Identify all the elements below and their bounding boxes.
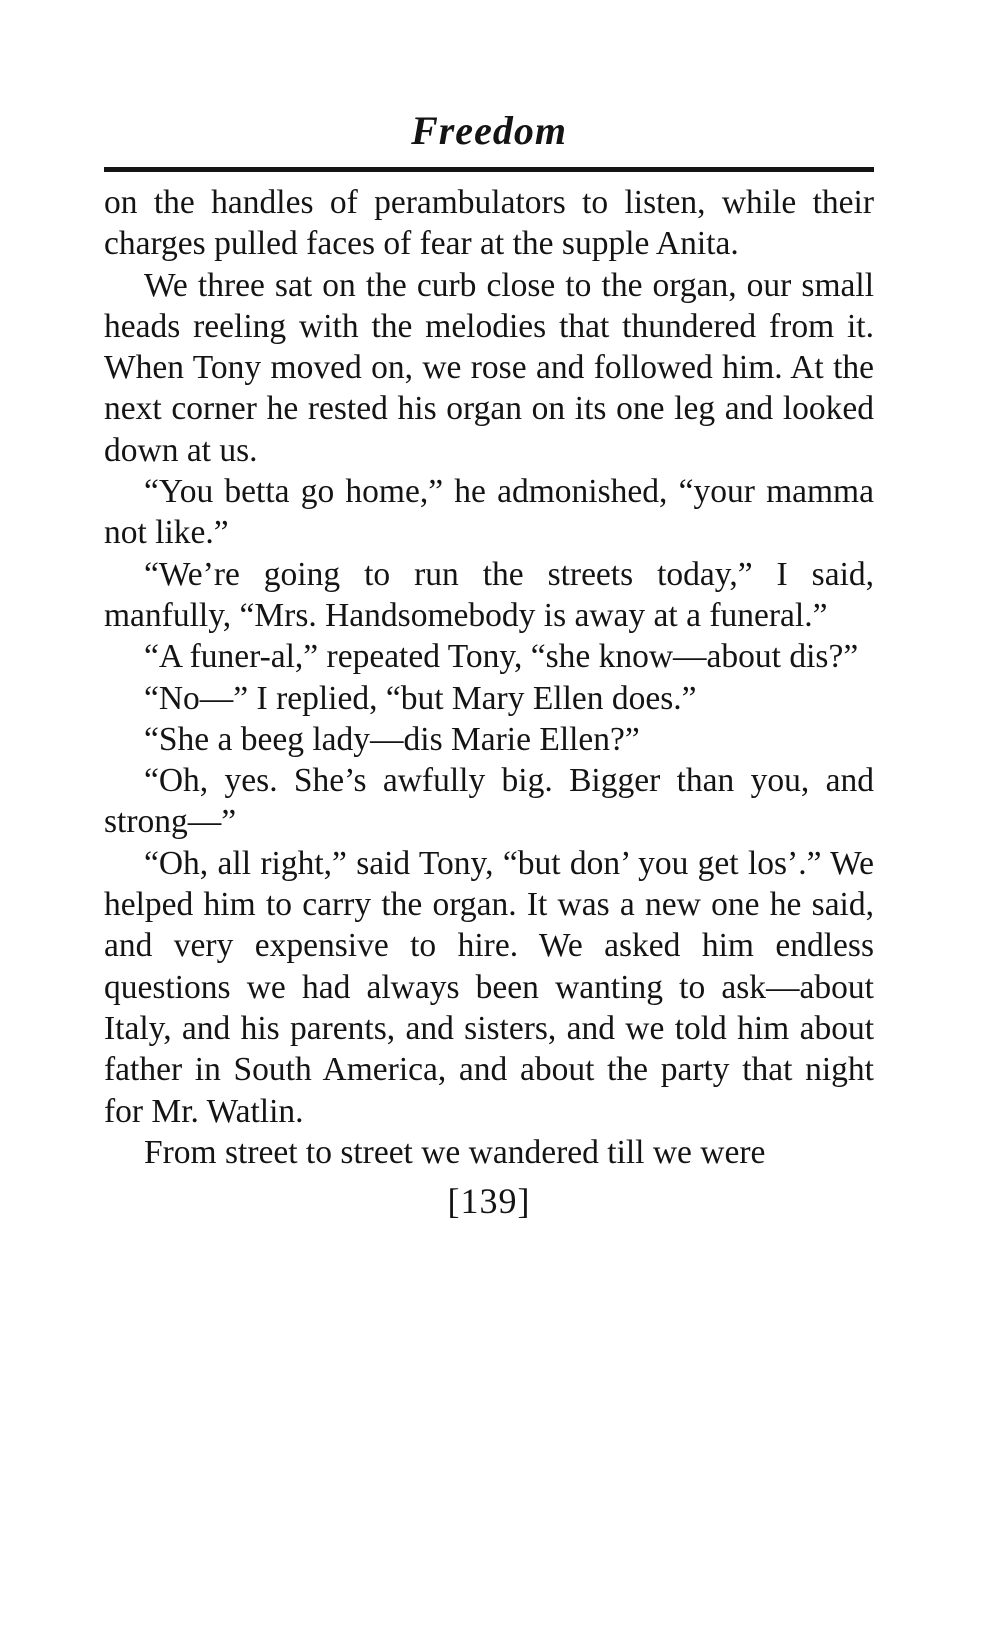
paragraph: “Oh, all right,” said Tony, “but don’ you get los’.” We helped him to carry the organ. It was a new one he said, and very expensive to hire. We asked him endless questions we had always been wanting to ask—about Italy, and his parents, and sisters, and we told him about father in South America, and about the party that night for Mr. Watlin. xyxy=(104,844,874,1130)
paragraph: “A funer-al,” repeated Tony, “she know—about dis?” xyxy=(144,638,859,676)
running-title: Freedom xyxy=(411,108,567,153)
paragraph: “No—” I replied, “but Mary Ellen does.” xyxy=(144,679,697,717)
paragraph: We three sat on the curb close to the organ, our small heads reeling with the melodies that thundered from it. When Tony moved on, we rose and followed him. At the next corner he rested his organ on its one leg and looked down at us. xyxy=(104,266,874,469)
page-number: [139] xyxy=(447,1181,531,1222)
body-text xyxy=(104,182,874,1173)
paragraph: “You betta go home,” he admonished, “your mamma not like.” xyxy=(104,473,874,552)
book-page xyxy=(104,105,874,1225)
paragraph: “She a beeg lady—dis Marie Ellen?” xyxy=(144,720,640,758)
header-rule xyxy=(104,167,874,172)
paragraph: “Oh, yes. She’s awfully big. Bigger than you, and strong—” xyxy=(104,762,874,841)
paragraph-continuation: on the handles of perambulators to listen, while their charges pulled faces of fear at the supple Anita. xyxy=(104,184,874,263)
paragraph: From street to street we wandered till we were xyxy=(144,1133,766,1171)
paragraph: “We’re going to run the streets today,” I said, manfully, “Mrs. Handsomebody is away at a funeral.” xyxy=(104,555,874,634)
